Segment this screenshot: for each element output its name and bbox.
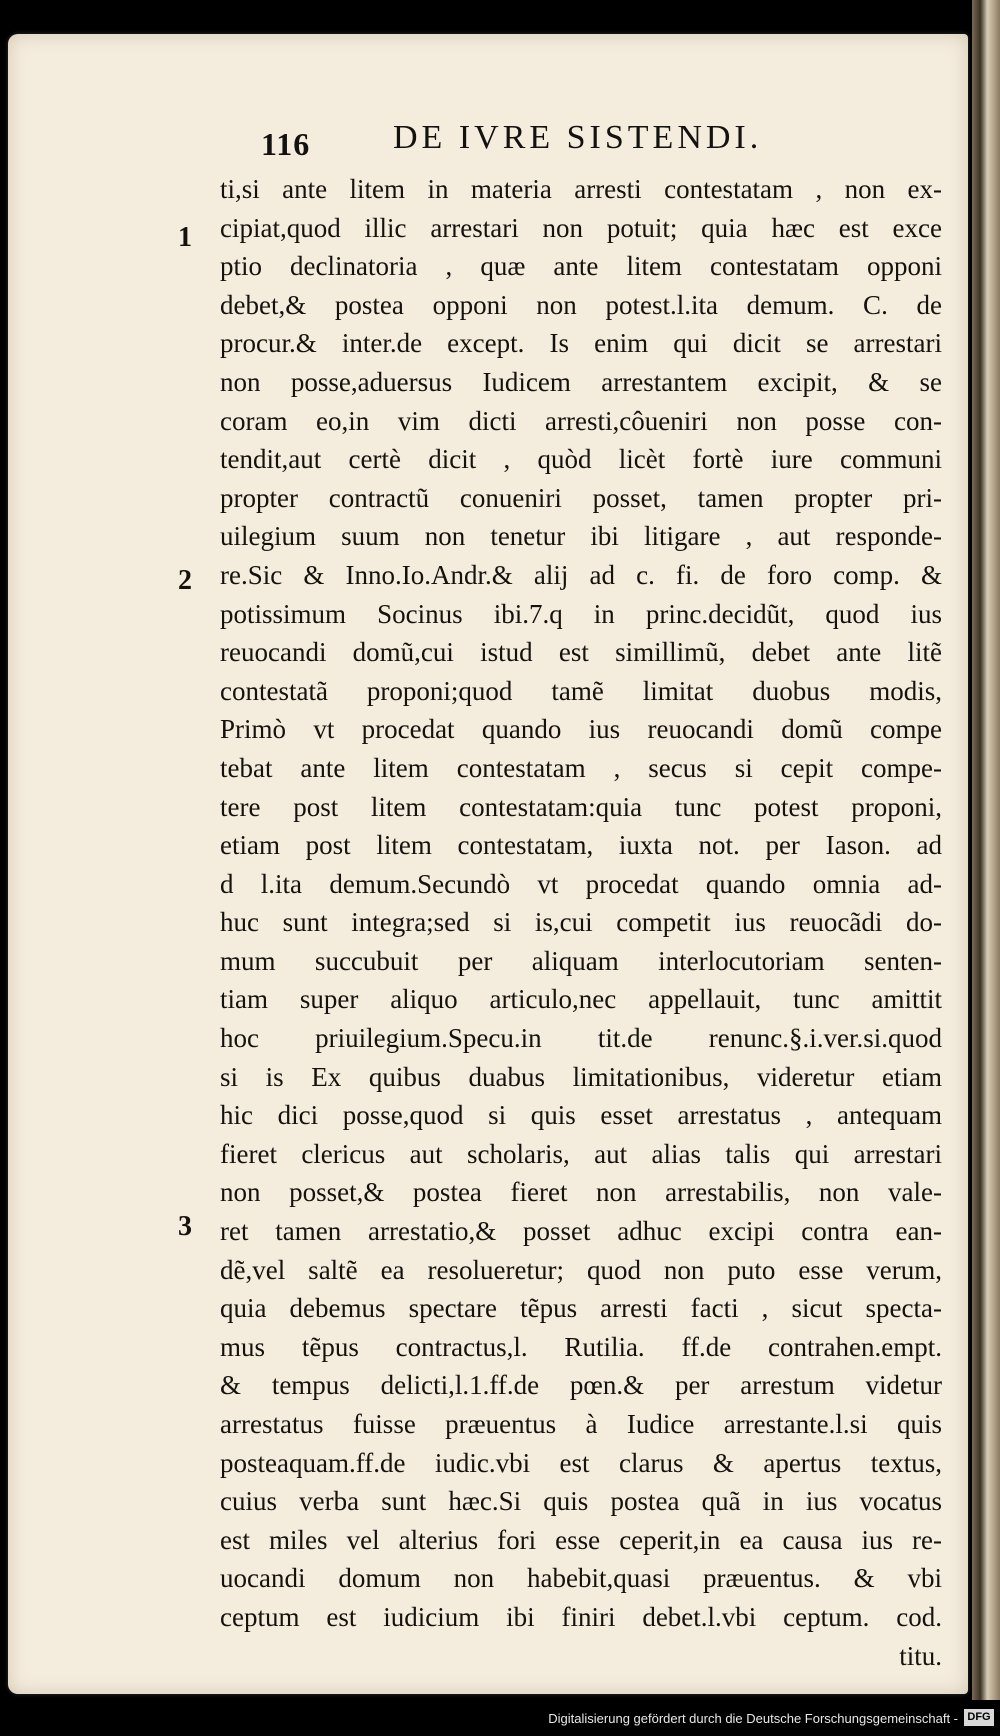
text-line: ret tamen arrestatio,& posset adhuc excipi contra ean-	[220, 1216, 942, 1247]
text-line: & tempus delicti,l.1.ff.de pœn.& per arrestum videtur	[220, 1370, 942, 1401]
text-line: cuius verba sunt hæc.Si quis postea quã in ius vocatus	[220, 1486, 942, 1517]
text-line: tiam super aliquo articulo,nec appellauit, tunc amittit	[220, 984, 942, 1015]
text-line: dẽ,vel saltẽ ea resolueretur; quod non puto esse verum,	[220, 1254, 942, 1285]
text-line: etiam post litem contestatam, iuxta not. per Iason. ad	[220, 830, 942, 861]
running-head: DE IVRE SISTENDI.	[393, 119, 763, 156]
folio-number: 116	[261, 126, 311, 162]
text-line: non posset,& postea fieret non arrestabilis, non vale-	[220, 1177, 942, 1208]
text-line: tendit,aut certè dicit , quòd licèt fortè iure communi	[220, 444, 942, 475]
text-line: arrestatus fuisse præuentus à Iudice arrestante.l.si quis	[220, 1409, 942, 1439]
text-line: contestatã proponi;quod tamẽ limitat duobus modis,	[220, 675, 942, 706]
text-line: tere post litem contestatam:quia tunc potest proponi,	[220, 791, 942, 822]
text-line: debet,& postea opponi non potest.l.ita demum. C. de	[220, 289, 942, 320]
text-line: cipiat,quod illic arrestari non potuit; quia hæc est exce	[220, 212, 942, 243]
funding-credit: Digitalisierung gefördert durch die Deutsche Forschungsgemeinschaft -	[548, 1711, 958, 1726]
text-line: ptio declinatoria , quæ ante litem contestatam opponi	[220, 251, 942, 282]
text-line: coram eo,in vim dicti arresti,côueniri non posse con-	[220, 405, 942, 436]
viewer-footer	[0, 1700, 1000, 1736]
text-line: d l.ita demum.Secundò vt procedat quando omnia ad-	[220, 868, 942, 899]
marginal-number-2: 2	[178, 565, 192, 596]
text-line: hoc priuilegium.Specu.in tit.de renunc.§.i.ver.si.quod	[220, 1023, 942, 1054]
text-line: mum succubuit per aliquam interlocutoriam senten-	[220, 945, 942, 976]
text-line: re.Sic & Inno.Io.Andr.& alij ad c. fi. de foro comp. &	[220, 559, 942, 590]
text-line: mus tẽpus contractus,l. Rutilia. ff.de contrahen.empt.	[220, 1331, 942, 1362]
text-line: tebat ante litem contestatam , secus si cepit compe-	[220, 752, 942, 783]
text-line: uocandi domum non habebit,quasi præuentus. & vbi	[220, 1563, 942, 1594]
text-line: fieret clericus aut scholaris, aut alias talis qui arrestari	[220, 1138, 942, 1169]
text-line: non posse,aduersus Iudicem arrestantem excipit, & se	[220, 366, 942, 397]
book-edge	[972, 0, 1000, 1700]
text-line: procur.& inter.de except. Is enim qui dicit se arrestari	[220, 328, 942, 359]
text-line: ceptum est iudicium ibi finiri debet.l.vbi ceptum. cod.	[220, 1601, 942, 1632]
book-page	[8, 34, 968, 1694]
text-line: hic dici posse,quod si quis esset arrestatus , antequam	[220, 1100, 942, 1131]
text-line: Primò vt procedat quando ius reuocandi domũ compe	[220, 714, 942, 745]
dfg-logo[interactable]: DFG	[964, 1709, 994, 1726]
text-line: uilegium suum non tenetur ibi litigare , aut responde-	[220, 521, 942, 552]
text-line: est miles vel alterius fori esse ceperit,in ea causa ius re-	[220, 1524, 942, 1555]
marginal-number-3: 3	[178, 1211, 192, 1242]
text-line: reuocandi domũ,cui istud est simillimũ, debet ante litẽ	[220, 637, 942, 668]
text-line: huc sunt integra;sed si is,cui competit ius reuocãdi do-	[220, 907, 942, 938]
text-line: quia debemus spectare tẽpus arresti facti , sicut specta-	[220, 1293, 942, 1324]
text-line: propter contractũ conueniri posset, tamen propter pri-	[220, 482, 942, 513]
catchword: titu.	[899, 1640, 942, 1671]
marginal-number-1: 1	[178, 222, 192, 253]
text-line: si is Ex quibus duabus limitationibus, videretur etiam	[220, 1061, 942, 1092]
text-line: ti,si ante litem in materia arresti contestatam , non ex-	[220, 174, 942, 204]
text-line: posteaquam.ff.de iudic.vbi est clarus & apertus textus,	[220, 1447, 942, 1478]
text-line: potissimum Socinus ibi.7.q in princ.decidũt, quod ius	[220, 598, 942, 629]
body-text	[220, 170, 942, 1675]
